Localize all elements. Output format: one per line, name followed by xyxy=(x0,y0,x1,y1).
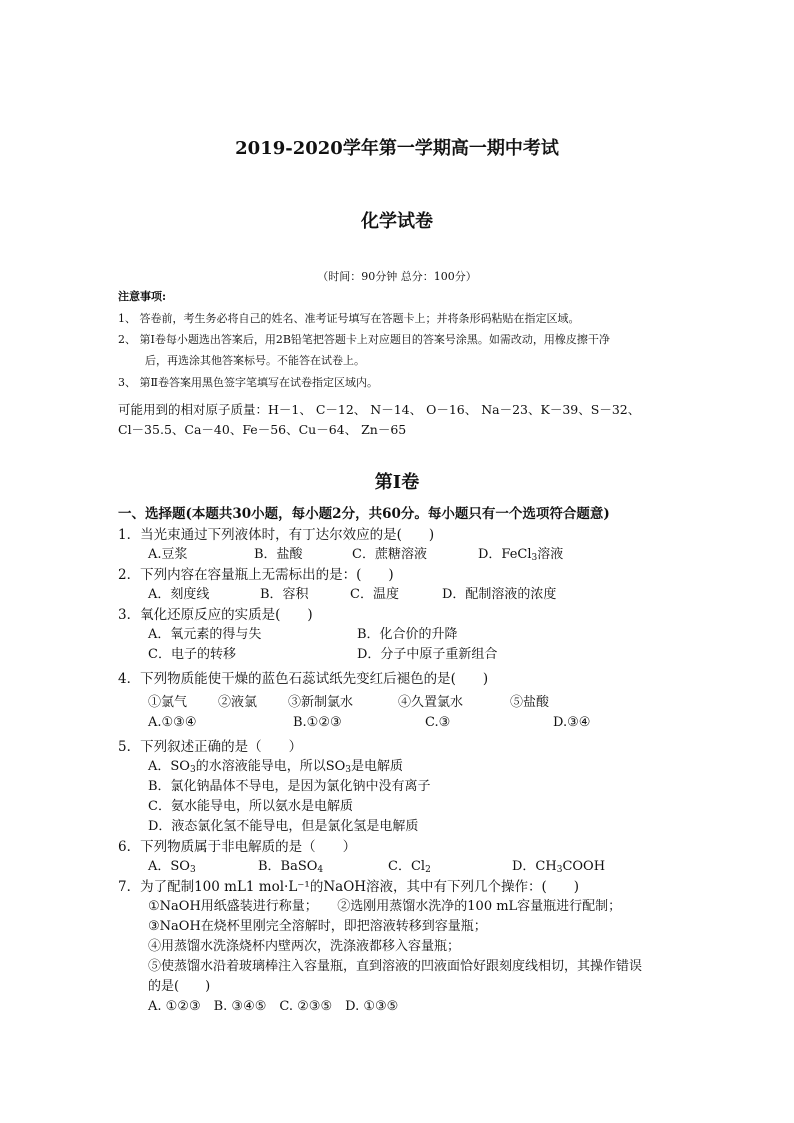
q7-step-5: ⑤使蒸馏水沿着玻璃棒注入容量瓶，直到溶液的凹液面恰好跟刻度线相切，其操作错误 xyxy=(148,959,643,974)
q4-option-a: A.①③④ xyxy=(148,715,197,730)
q6-option-a: A．$SO_3$ xyxy=(148,859,196,875)
q3-option-d: D．分子中原子重新组合 xyxy=(357,647,498,662)
q2-option-b: B．容积 xyxy=(260,587,309,602)
q3-option-b: B．化合价的升降 xyxy=(357,627,458,642)
note-item-2-cont: 后，再选涂其他答案标号。不能答在试卷上。 xyxy=(145,354,365,367)
q4-item-1: ①氯气 xyxy=(148,695,188,710)
q3-option-a: A．氧元素的得与失 xyxy=(148,627,262,642)
q6-stem: 6．下列物质属于非电解质的是（ ） xyxy=(118,839,357,855)
note-item-2: 2、 第Ⅰ卷每小题选出答案后，用2B铅笔把答题卡上对应题目的答案号涂黑。如需改动，用橡皮擦干净 xyxy=(118,333,610,346)
q2-option-a: A．刻度线 xyxy=(148,587,210,602)
q6-option-d: D．$CH_3COOH$ xyxy=(512,859,606,875)
q2-option-d: D．配制溶液的浓度 xyxy=(442,587,557,602)
time-info: （时间：90分钟 总分：100分） xyxy=(317,270,477,283)
q4-option-d: D.③④ xyxy=(553,715,591,730)
q5-stem: 5．下列叙述正确的是（ ） xyxy=(118,739,303,755)
q6-option-b: B．BaSO$_4$ xyxy=(258,859,324,875)
q3-option-c: C．电子的转移 xyxy=(148,647,236,662)
q7-step-5-cont: 的是( ) xyxy=(148,979,211,994)
q4-item-5: ⑤盐酸 xyxy=(510,695,550,710)
q3-stem: 3．氧化还原反应的实质是( ) xyxy=(118,607,313,623)
q7-step-3: ③NaOH在烧杯里刚完全溶解时，即把溶液转移到容量瓶； xyxy=(148,919,487,934)
q5-option-d: D．液态氯化氢不能导电，但是氯化氢是电解质 xyxy=(148,819,419,834)
q1-option-d: D．FeCl$_3$溶液 xyxy=(478,547,564,563)
note-item-3: 3、 第Ⅱ卷答案用黑色签字笔填写在试卷指定区域内。 xyxy=(118,376,378,389)
section-title: 第Ⅰ卷 xyxy=(374,472,420,493)
atomic-mass-line-2: Cl－35.5、Ca－40、Fe－56、Cu－64、 Zn－65 xyxy=(118,422,407,437)
q5-option-a: A．$SO_3$的水溶液能导电，所以$SO_3$是电解质 xyxy=(148,759,404,775)
section-heading: 一、选择题(本题共30小题，每小题2分，共60分。每小题只有一个选项符合题意) xyxy=(118,506,610,522)
exam-title: 2019-2020学年第一学期高一期中考试 xyxy=(235,138,559,159)
q7-options: A. ①②③ B. ③④⑤ C. ②③⑤ D. ①③⑤ xyxy=(148,999,399,1014)
q4-option-c: C.③ xyxy=(425,715,451,730)
q5-option-c: C．氨水能导电，所以氨水是电解质 xyxy=(148,799,353,814)
q2-option-c: C．温度 xyxy=(350,587,399,602)
subject-title: 化学试卷 xyxy=(361,211,433,232)
q5-option-b: B．氯化钠晶体不导电，是因为氯化钠中没有离子 xyxy=(148,779,431,794)
q1-option-b: B．盐酸 xyxy=(254,547,303,562)
q7-step-4: ④用蒸馏水洗涤烧杯内壁两次，洗涤液都移入容量瓶； xyxy=(148,939,461,954)
q1-option-a: A.豆浆 xyxy=(148,547,188,562)
q4-item-4: ④久置氯水 xyxy=(398,695,464,710)
q4-item-2: ②液氯 xyxy=(218,695,258,710)
q2-stem: 2．下列内容在容量瓶上无需标出的是：( ) xyxy=(118,567,394,583)
q7-step-1-2: ①NaOH用纸盛装进行称量； ②选刚用蒸馏水洗净的100 mL容量瓶进行配制； xyxy=(148,899,622,914)
q6-option-c: C．$Cl_2$ xyxy=(388,859,431,875)
note-item-1: 1、 答卷前，考生务必将自己的姓名、准考证号填写在答题卡上；并将条形码粘贴在指定区域。 xyxy=(118,312,580,325)
q4-stem: 4．下列物质能使干燥的蓝色石蕊试纸先变红后褪色的是( ) xyxy=(118,671,489,687)
q4-item-3: ③新制氯水 xyxy=(288,695,354,710)
notes-heading: 注意事项: xyxy=(118,290,167,303)
q1-stem: 1．当光束通过下列液体时，有丁达尔效应的是( ) xyxy=(118,527,435,543)
q7-stem: 7．为了配制100 mL1 mol·L⁻¹的NaOH溶液，其中有下列几个操作：( ) xyxy=(118,879,580,895)
q4-option-b: B.①②③ xyxy=(293,715,342,730)
q1-option-c: C．蔗糖溶液 xyxy=(352,547,427,562)
atomic-mass-line-1: 可能用到的相对原子质量：H－1、 C－12、 N－14、 O－16、 Na－23、K－39、S－32、 xyxy=(118,402,641,417)
